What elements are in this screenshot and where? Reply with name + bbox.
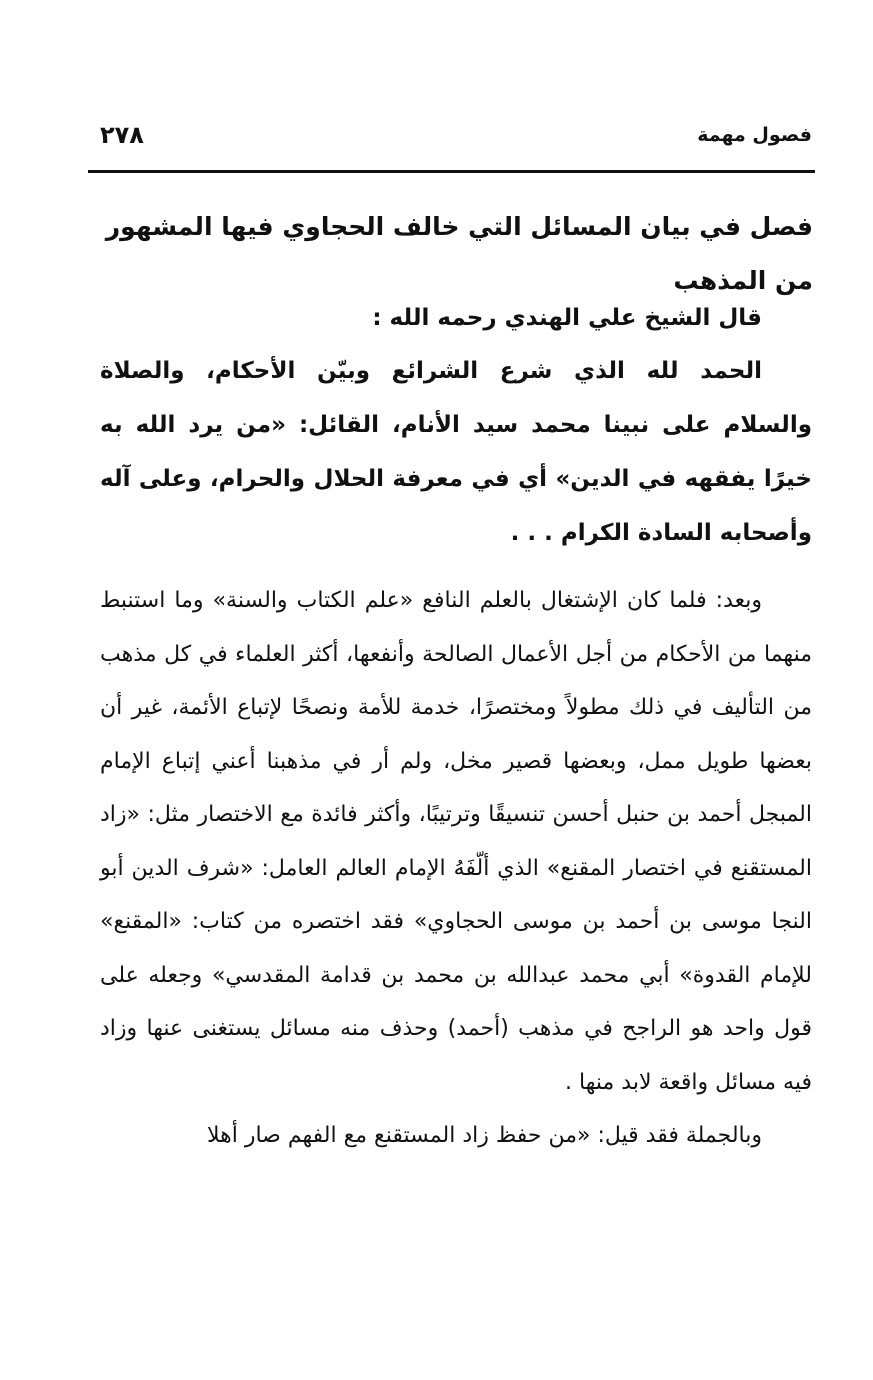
main-paragraph: وبعد: فلما كان الإشتغال بالعلم النافع «علم الكتاب والسنة» وما استنبط منهما من الأحكام من أجل الأعمال الصالحة وأنفعها، أكثر العلماء في كل مذهب من التأليف في ذلك مطولاً ومختصرًا، خدمة للأمة ونصحًا لإتباع الأئمة، غير أن بعضها طويل ممل، وبعضها قصير مخل، ولم أر في مذهبنا أعني إتباع الإمام المبجل أحمد بن حنبل أحسن تنسيقًا وترتيبًا، وأكثر فائدة مع الاختصار مثل: «زاد المستقنع في اختصار المقنع» الذي ألّفَهُ الإمام العالم العامل: «شرف الدين أبو النجا موسى بن أحمد بن موسى الحجاوي» فقد اختصره من كتاب: «المقنع» للإمام القدوة» أبي محمد عبدالله بن محمد بن قدامة المقدسي» وجعله على قول واحد هو الراجح في مذهب (أحمد) وحذف منه مسائل يستغنى عنها وزاد فيه مسائل واقعة لابد منها . bbox=[100, 588, 812, 1095]
header-rule bbox=[88, 170, 815, 173]
page-number: ٢٧٨ bbox=[100, 121, 144, 149]
intro-paragraph: الحمد لله الذي شرع الشرائع وبيّن الأحكام، والصلاة والسلام على نبينا محمد سيد الأنام، القائل: «من يرد الله به خيرًا يفقهه في الدين» أي في معرفة الحلال والحرام، وعلى آله وأصحابه السادة الكرام . . . bbox=[100, 358, 812, 546]
book-title: فصول مهمة bbox=[697, 124, 812, 146]
body-text bbox=[100, 292, 812, 1163]
chapter-title: فصل في بيان المسائل التي خالف الحجاوي فيها المشهور من المذهب bbox=[105, 212, 813, 295]
running-head bbox=[100, 115, 812, 155]
closing-paragraph: وبالجملة فقد قيل: «من حفظ زاد المستقنع مع الفهم صار أهلا bbox=[207, 1123, 762, 1148]
attribution-line: قال الشيخ علي الهندي رحمه الله : bbox=[372, 305, 762, 331]
